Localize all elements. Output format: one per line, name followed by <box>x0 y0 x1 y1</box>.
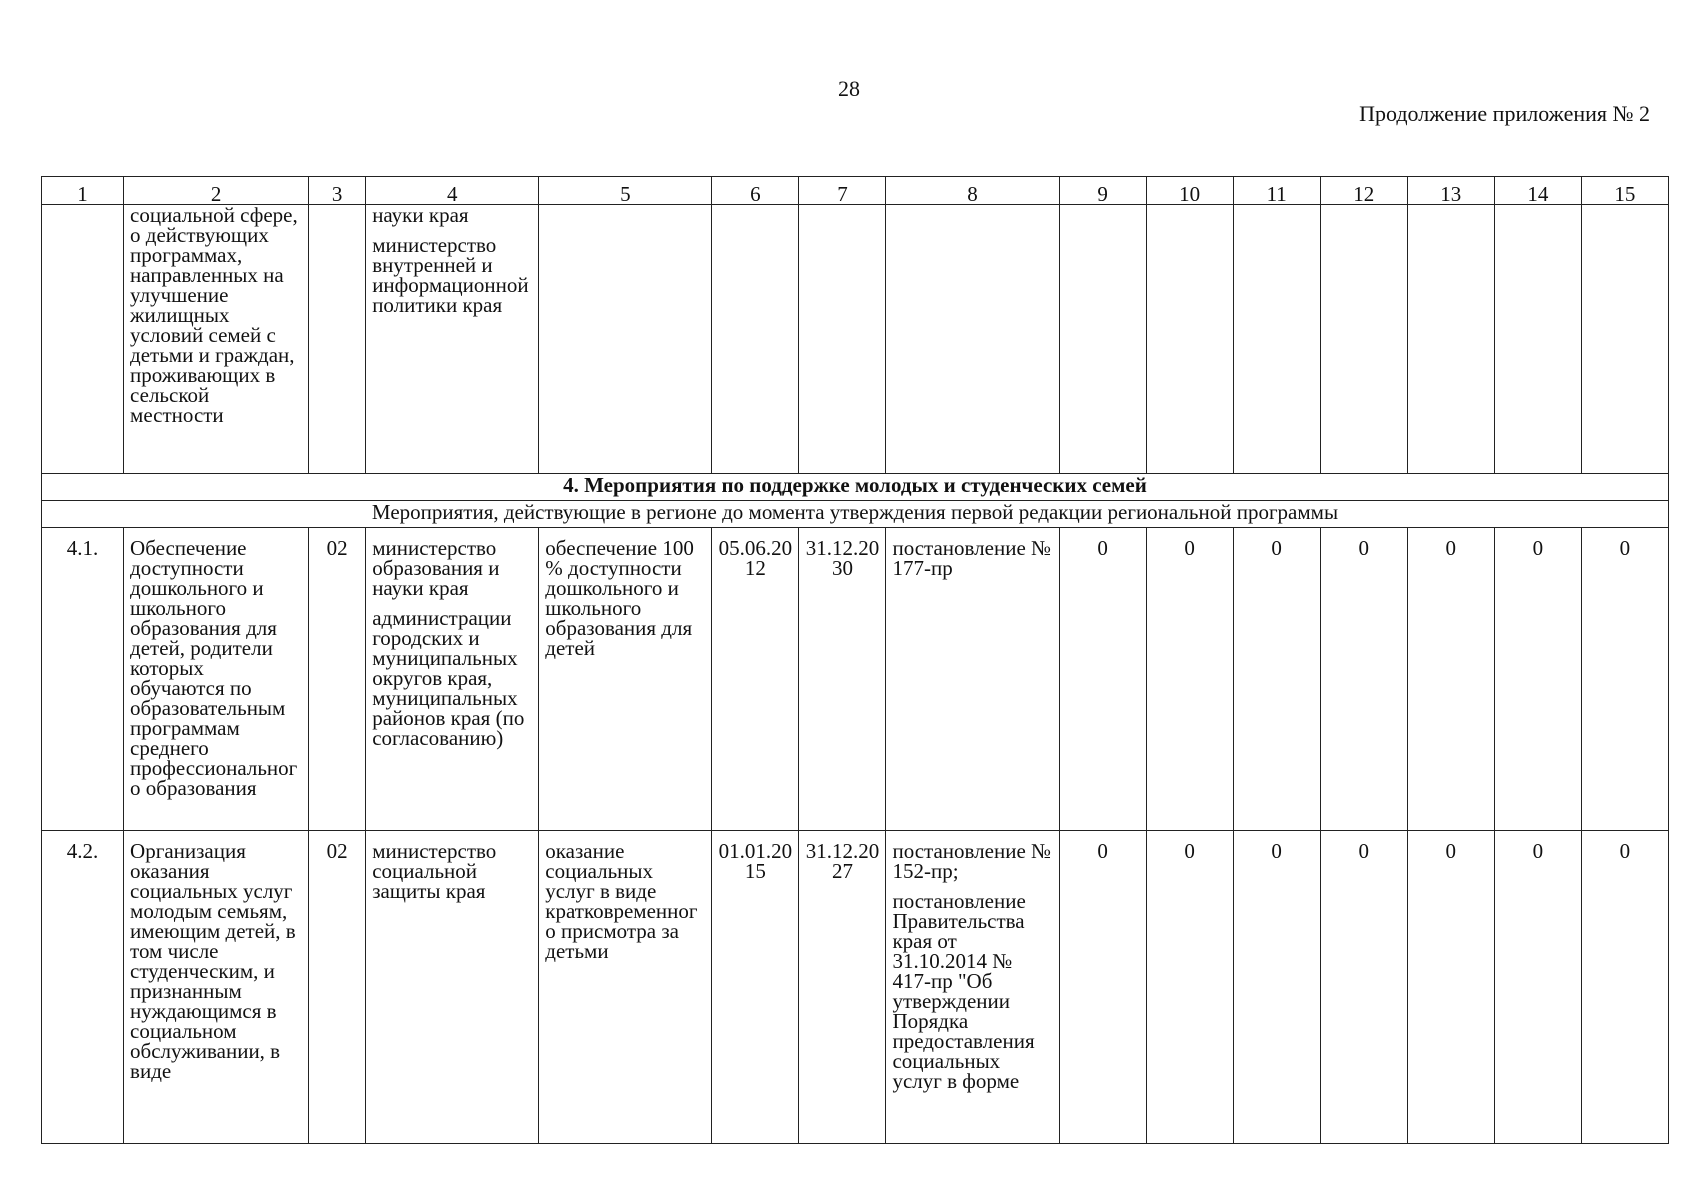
document-text: постановление № 152-пр; <box>892 839 1052 883</box>
table-cell <box>799 205 886 474</box>
value-cell: 0 <box>1320 528 1407 831</box>
column-header: 10 <box>1146 177 1233 205</box>
result-cell: обеспечение 100 % доступности дошкольного и школьного образования для детей <box>539 528 712 831</box>
column-header: 8 <box>886 177 1059 205</box>
column-header: 2 <box>124 177 309 205</box>
column-header: 1 <box>42 177 124 205</box>
document-text: постановление Правительства края от 31.10.2014 № 417-пр "Об утверждении Порядка предоставления социальных услуг в форме <box>892 889 1035 1093</box>
continued-row <box>42 205 1669 474</box>
row-number: 4.2. <box>42 831 124 1144</box>
column-header: 15 <box>1581 177 1668 205</box>
page-number: 28 <box>838 76 860 101</box>
table-cell <box>712 205 799 474</box>
table-cell <box>1233 205 1320 474</box>
executor-cell <box>366 205 539 474</box>
row-number: 4.1. <box>42 528 124 831</box>
executor-text: министерство образования и науки края <box>372 536 500 600</box>
column-header: 5 <box>539 177 712 205</box>
end-date-cell: 31.12.2030 <box>799 528 886 831</box>
column-header: 12 <box>1320 177 1407 205</box>
executor-text: администрации городских и муниципальных округов края, муниципальных районов края (по согласованию) <box>372 606 525 750</box>
column-header: 6 <box>712 177 799 205</box>
table-row <box>42 831 1669 1144</box>
value-cell: 0 <box>1233 528 1320 831</box>
executor-text: министерство внутренней и информационной политики края <box>372 233 529 317</box>
value-cell: 0 <box>1320 831 1407 1144</box>
value-cell: 0 <box>1146 831 1233 1144</box>
value-cell: 0 <box>1494 528 1581 831</box>
start-date-cell: 05.06.2012 <box>712 528 799 831</box>
value-cell: 0 <box>1146 528 1233 831</box>
column-number-row <box>42 177 1669 205</box>
table-cell <box>886 205 1059 474</box>
appendix-continuation: Продолжение приложения № 2 <box>1359 101 1650 126</box>
document-cell <box>886 528 1059 831</box>
section-heading-row <box>42 474 1669 501</box>
code-cell: 02 <box>309 831 366 1144</box>
value-cell: 0 <box>1407 831 1494 1144</box>
table-cell <box>309 205 366 474</box>
column-header: 11 <box>1233 177 1320 205</box>
table-cell <box>1146 205 1233 474</box>
table-cell <box>539 205 712 474</box>
end-date-cell: 31.12.2027 <box>799 831 886 1144</box>
value-cell: 0 <box>1494 831 1581 1144</box>
program-table <box>41 176 1669 1144</box>
activity-name-cell: Организация оказания социальных услуг молодым семьям, имеющим детей, в том числе студенческим, и признанным нуждающимся в социальном обслуживании, в виде <box>124 831 309 1144</box>
value-cell: 0 <box>1059 528 1146 831</box>
activity-name-cell: социальной сфере, о действующих программах, направленных на улучшение жилищных условий семей с детьми и граждан, проживающих в сельской местности <box>124 205 309 474</box>
document-text: постановление № 177-пр <box>892 536 1052 580</box>
column-header: 14 <box>1494 177 1581 205</box>
table-cell <box>1059 205 1146 474</box>
column-header: 7 <box>799 177 886 205</box>
subsection-title: Мероприятия, действующие в регионе до момента утверждения первой редакции региональной программы <box>42 501 1669 528</box>
executor-text: науки края <box>372 203 469 227</box>
result-cell: оказание социальных услуг в виде кратковременного присмотра за детьми <box>539 831 712 1144</box>
value-cell: 0 <box>1407 528 1494 831</box>
executor-cell <box>366 528 539 831</box>
value-cell: 0 <box>1233 831 1320 1144</box>
executor-cell <box>366 831 539 1144</box>
value-cell: 0 <box>1059 831 1146 1144</box>
value-cell: 0 <box>1581 831 1668 1144</box>
table-row <box>42 528 1669 831</box>
document-cell <box>886 831 1059 1144</box>
subsection-heading-row <box>42 501 1669 528</box>
start-date-cell: 01.01.2015 <box>712 831 799 1144</box>
column-header: 4 <box>366 177 539 205</box>
code-cell: 02 <box>309 528 366 831</box>
section-title: 4. Мероприятия по поддержке молодых и студенческих семей <box>42 474 1669 501</box>
value-cell: 0 <box>1581 528 1668 831</box>
column-header: 9 <box>1059 177 1146 205</box>
table-cell <box>42 205 124 474</box>
table-cell <box>1320 205 1407 474</box>
table-cell <box>1407 205 1494 474</box>
executor-text: министерство социальной защиты края <box>372 839 497 903</box>
table-cell <box>1581 205 1668 474</box>
activity-name-cell: Обеспечение доступности дошкольного и школьного образования для детей, родители которых обучаются по образовательным программам среднего профессионального образования <box>124 528 309 831</box>
column-header: 3 <box>309 177 366 205</box>
table-cell <box>1494 205 1581 474</box>
column-header: 13 <box>1407 177 1494 205</box>
